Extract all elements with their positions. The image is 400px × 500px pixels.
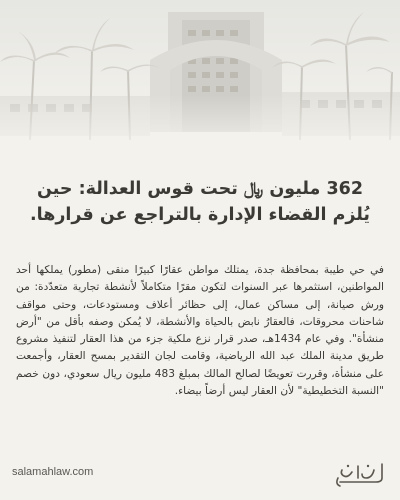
website-link[interactable]: salamahlaw.com [12,466,94,478]
article-title [18,176,382,228]
hero-image [0,0,400,150]
salamah-logo-icon [332,458,386,488]
hero-fade [0,95,400,150]
article-body: في حي طيبة بمحافظة جدة، يمتلك مواطن عقارًا كبيرًا منقى (مطور) يملكها أحد المواطنين، استثمرها عبر السنوات لتكون مقرًا متكاملاً لأنشطة تجارية متعدّدة: من ورش صيانة، إلى مساكن عمال، إلى حظائر أعلاف ومستودعات، وحتى مواقف شاحنات محروقات، فالعقارُ نابض بالحياة والأنشطة، لا يُمكن وصفه بأقل من "أرض منشأة". وفي عام 1434هـ، صدر قرار نزع ملكية جزء من هذا العقار لتنفيذ مشروع طريق مدينة الملك عبد الله الرياضية، وقامت لجان التقدير بمسح العقار، وأجمعت على منشأة، وقررت تعويضًا لصالح المالك بمبلغ 483 مليون ريال سعودي، دون خصم "النسبة التخطيطية" لأن العقار ليس أرضاً بيضاء. [16,264,385,398]
title-line-2: يُلزم القضاء الإدارة بالتراجع عن قرارها. [29,205,370,225]
title-line-1: 362 مليون ﷼ تحت قوس العدالة: حين [36,179,364,199]
